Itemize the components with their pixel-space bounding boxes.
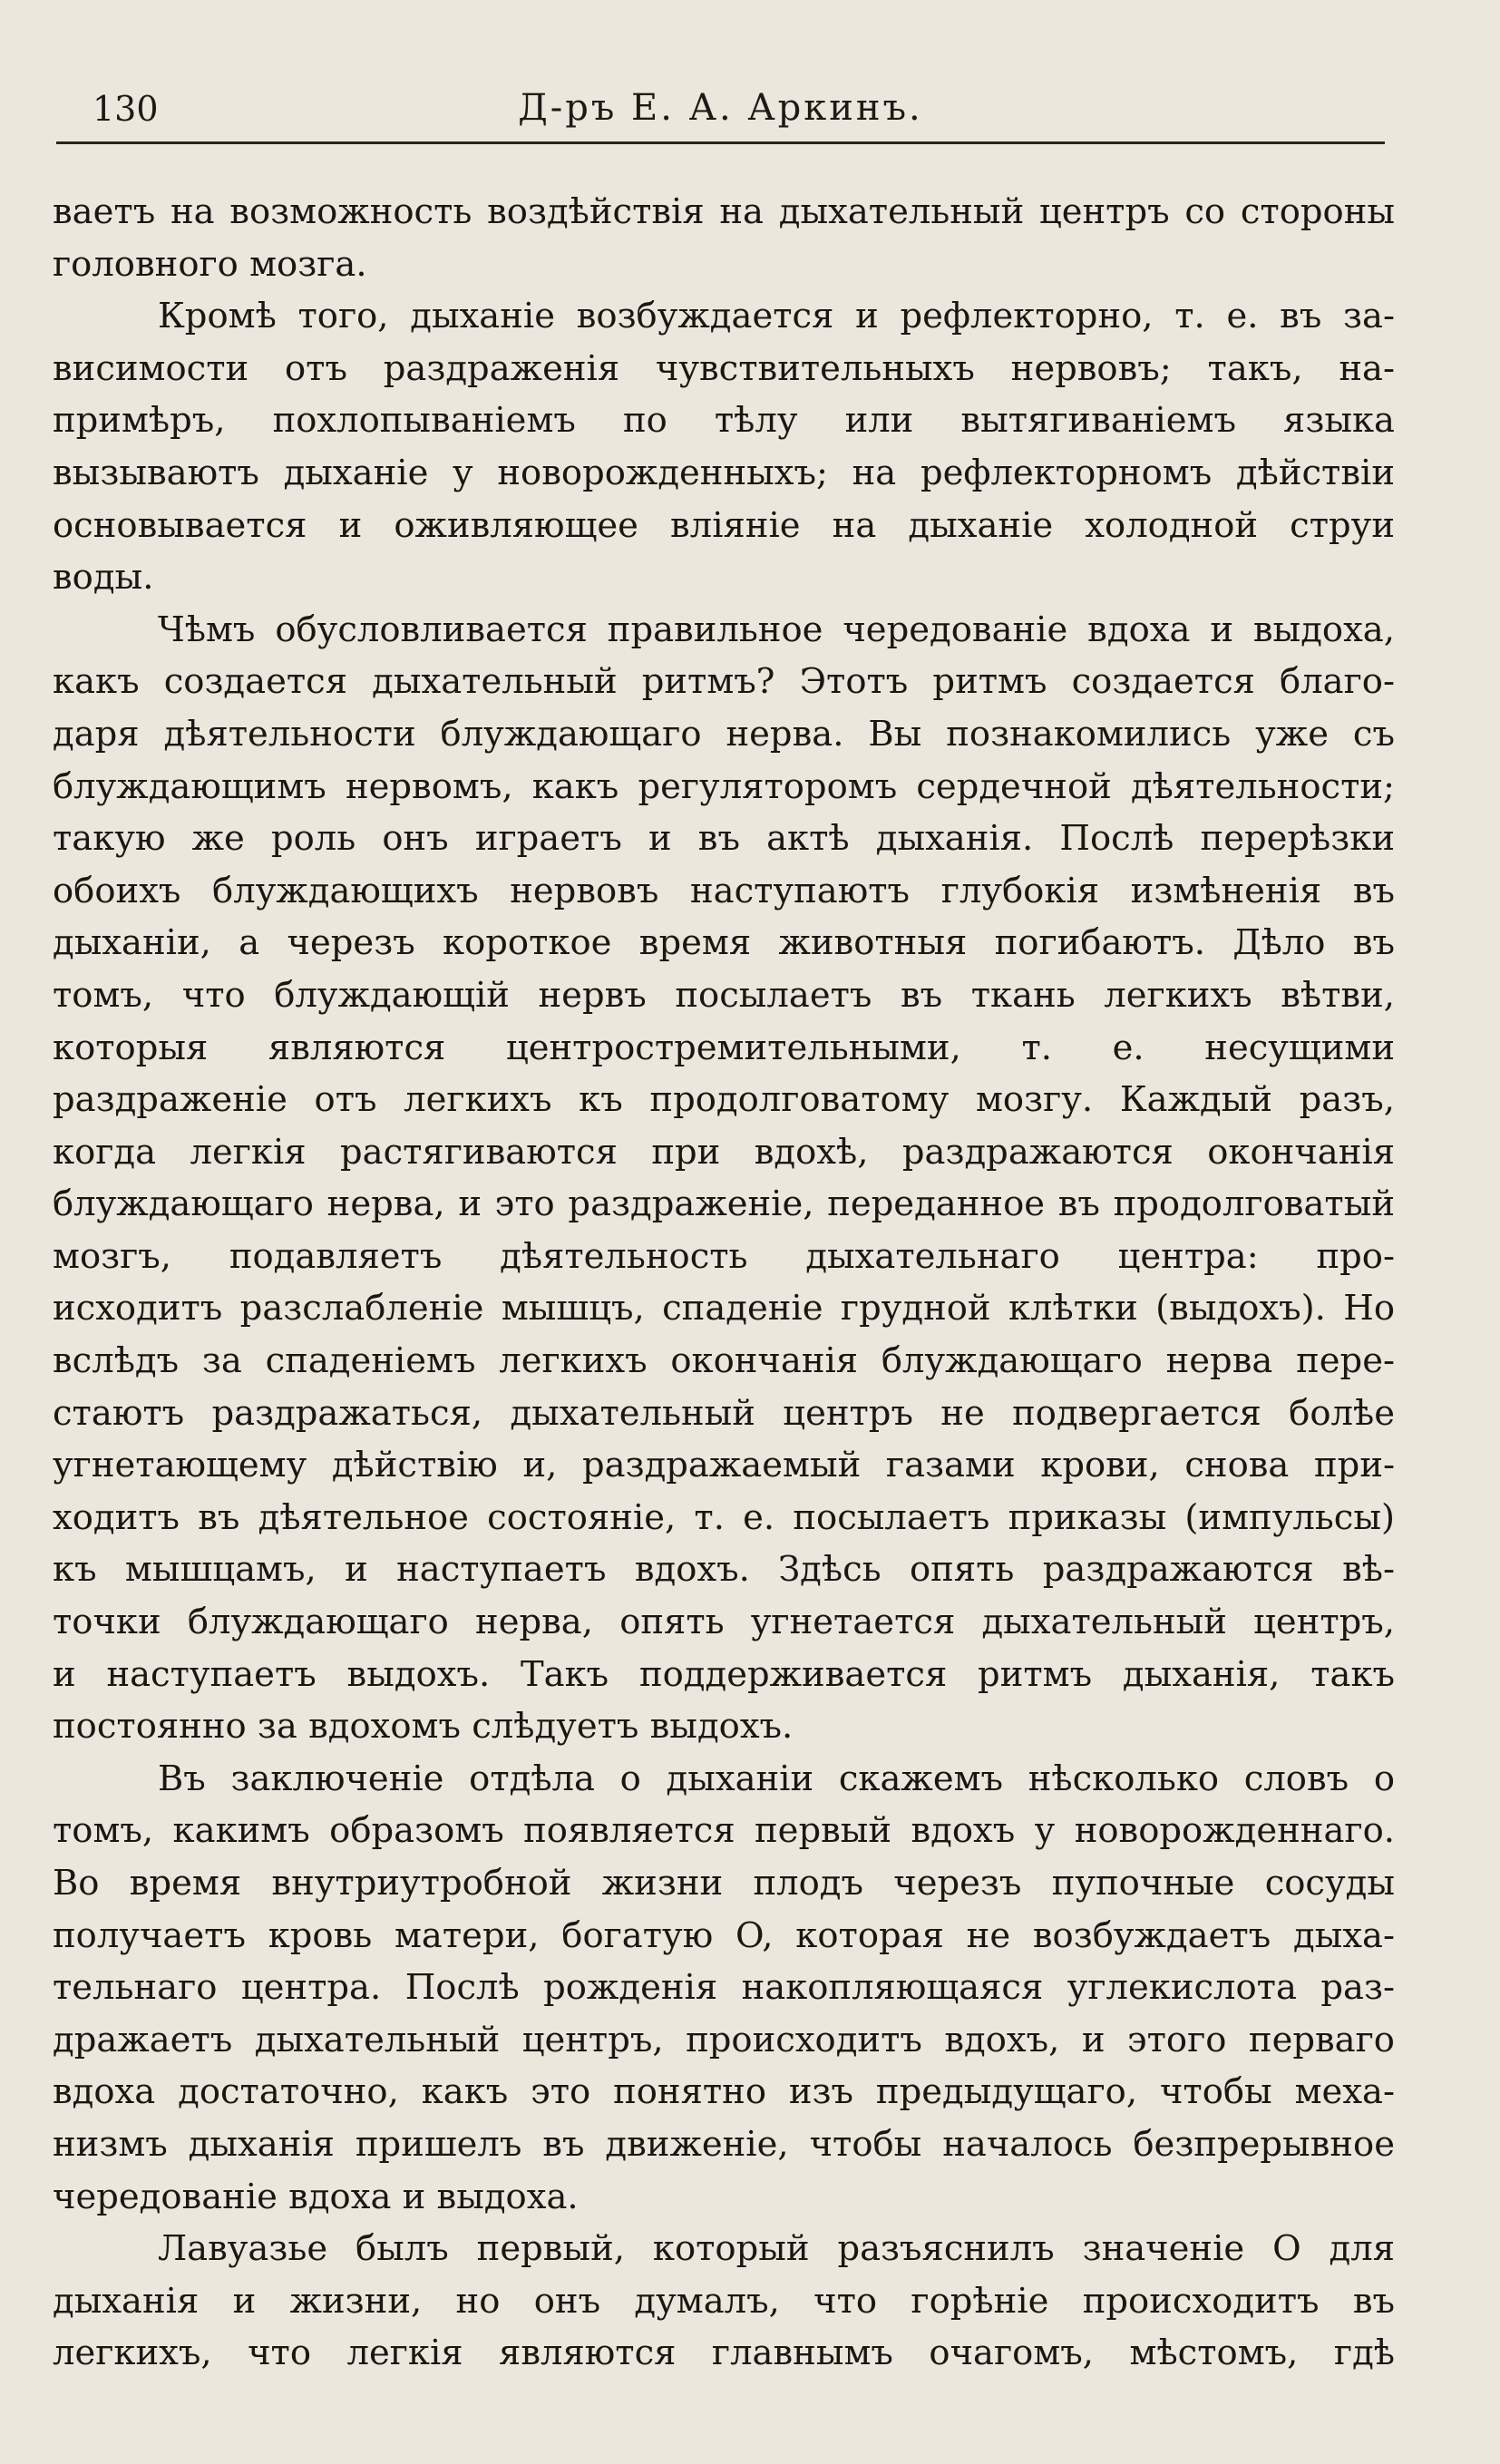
text-line: точки блуждающаго нерва, опять угнетается дыхательный центръ, [53,1602,1395,1643]
text-line: дыханія и жизни, но онъ думалъ, что горѣніе происходитъ въ [53,2280,1395,2322]
text-line: мозгъ, подавляетъ дѣятельность дыхательнаго центра: про- [53,1235,1395,1277]
text-line: ваетъ на возможность воздѣйствія на дыхательный центръ со стороны [53,191,1395,232]
text-line: дражаетъ дыхательный центръ, происходитъ вдохъ, и этого перваго [53,2019,1395,2060]
text-line: такую же роль онъ играетъ и въ актѣ дыханія. Послѣ перерѣзки [53,818,1395,860]
text-line: дыханіи, а черезъ короткое время животныя погибаютъ. Дѣло въ [53,922,1395,964]
text-line: блуждающимъ нервомъ, какъ регуляторомъ сердечной дѣятельности; [53,765,1395,807]
text-line: воды. [53,557,154,599]
text-line: постоянно за вдохомъ слѣдуетъ выдохъ. [53,1706,794,1748]
text-line: висимости отъ раздраженія чувствительныхъ нервовъ; такъ, на- [53,347,1395,389]
text-line: когда легкія растягиваются при вдохѣ, раздражаются окончанія [53,1131,1395,1173]
text-line: стаютъ раздражаться, дыхательный центръ не подвергается болѣе [53,1392,1395,1434]
text-line: и наступаетъ выдохъ. Такъ поддерживается ритмъ дыханія, такъ [53,1653,1395,1695]
text-line: вызываютъ дыханіе у новорожденныхъ; на рефлекторномъ дѣйствіи [53,452,1395,493]
text-line: блуждающаго нерва, и это раздраженіе, переданное въ продолговатый [53,1183,1395,1225]
text-line: даря дѣятельности блуждающаго нерва. Вы познакомились уже съ [53,713,1395,755]
text-line: Лавуазье былъ первый, который разъяснилъ значеніе O для [158,2228,1395,2270]
text-line: головного мозга. [53,243,367,285]
text-line: угнетающему дѣйствію и, раздражаемый газами крови, снова при- [53,1445,1395,1486]
text-line: къ мышцамъ, и наступаетъ вдохъ. Здѣсь опять раздражаются вѣ- [53,1549,1395,1591]
text-line: примѣръ, похлопываніемъ по тѣлу или вытягиваніемъ языка [53,400,1395,442]
text-line: исходитъ разслабленіе мышцъ, спаденіе грудной клѣтки (выдохъ). Но [53,1288,1395,1329]
text-line: которыя являются центростремительными, т. е. несущими [53,1027,1395,1068]
text-line: Во время внутриутробной жизни плодъ черезъ пупочные сосуды [53,1863,1395,1904]
text-line: раздраженіе отъ легкихъ къ продолговатому мозгу. Каждый разъ, [53,1079,1395,1121]
page-number: 130 [93,89,159,129]
text-line: обоихъ блуждающихъ нервовъ наступаютъ глубокія измѣненія въ [53,870,1395,911]
text-line: чередованіе вдоха и выдоха. [53,2176,579,2217]
text-line: легкихъ, что легкія являются главнымъ очагомъ, мѣстомъ, гдѣ [53,2333,1395,2374]
text-line: получаетъ кровь матери, богатую O, которая не возбуждаетъ дыха- [53,1914,1395,1956]
text-line: ходитъ въ дѣятельное состояніе, т. е. посылаетъ приказы (импульсы) [53,1496,1395,1538]
text-line: вдоха достаточно, какъ это понятно изъ предыдущаго, чтобы меха- [53,2071,1395,2113]
page-header [56,87,1385,144]
text-line: основывается и оживляющее вліяніе на дыханіе холодной струи [53,504,1395,546]
text-line: какъ создается дыхательный ритмъ? Этотъ ритмъ создается благо- [53,661,1395,703]
text-line: Кромѣ того, дыханіе возбуждается и рефлекторно, т. е. въ за- [158,296,1395,337]
text-line: томъ, какимъ образомъ появляется первый вдохъ у новорожденнаго. [53,1810,1395,1852]
running-title: Д-ръ Е. А. Аркинъ. [518,87,923,129]
text-line: томъ, что блуждающій нервъ посылаетъ въ ткань легкихъ вѣтви, [53,974,1395,1016]
body-text [53,186,1395,2380]
text-line: вслѣдъ за спаденіемъ легкихъ окончанія блуждающаго нерва пере- [53,1340,1395,1382]
text-line: низмъ дыханія пришелъ въ движеніе, чтобы началось безпрерывное [53,2123,1395,2165]
text-line: Чѣмъ обусловливается правильное чередованіе вдоха и выдоха, [158,609,1395,650]
text-line: Въ заключеніе отдѣла о дыханіи скажемъ нѣсколько словъ о [158,1758,1395,1799]
text-line: тельнаго центра. Послѣ рожденія накопляющаяся углекислота раз- [53,1967,1395,2009]
